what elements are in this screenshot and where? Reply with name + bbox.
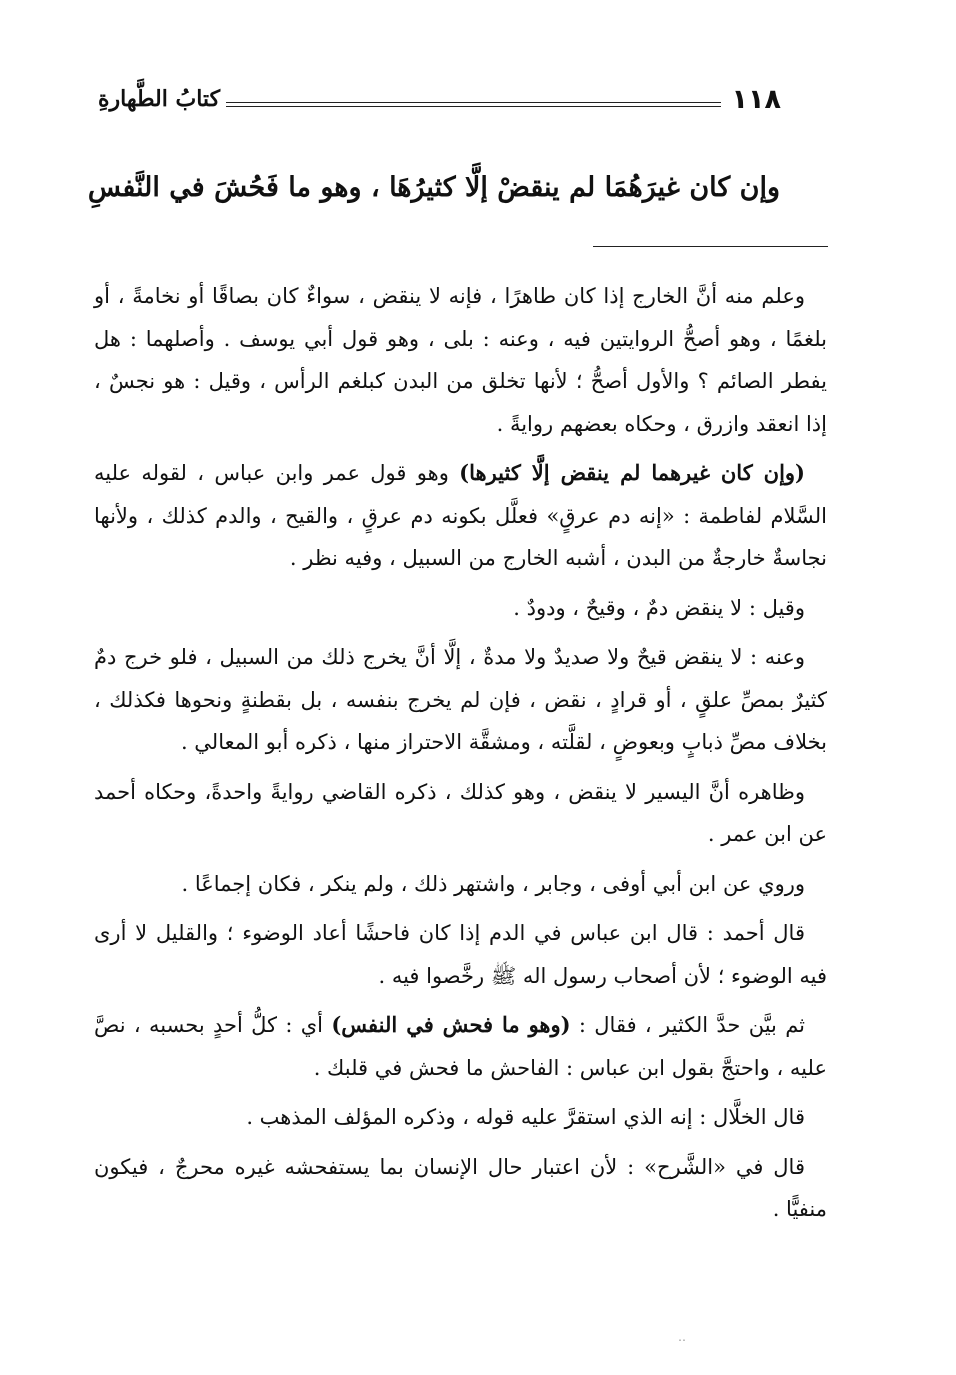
- paragraph: [94, 912, 827, 997]
- paragraph-text: وهو قول عمر وابن عباس ، لقوله عليه السَّلام لفاطمة : «إنه دم عرقٍ» فعلَّل بكونه دم عرقٍ ، والقيح ، والدم كذلك ، ولأنها نجاسةٌ خارجةٌ من البدن ، أشبه الخارج من السبيل ، وفيه نظر .: [94, 461, 827, 570]
- header-divider: [226, 102, 721, 103]
- paragraph: [94, 452, 827, 580]
- commentary-body: [94, 275, 827, 1238]
- paragraph: [94, 636, 827, 764]
- title-separator: [593, 246, 828, 247]
- book-title: كتابُ الطَّهارةِ: [98, 86, 221, 112]
- matn-quote: (وهو ما فحش في النفس): [331, 1012, 571, 1037]
- paragraph-text: وعنه : لا ينقض قيحٌ ولا صديدٌ ولا مدةٌ ، إلَّا أنَّ يخرج ذلك من السبيل ، فلو خرج دمٌ كثيرٌ بمصِّ علقٍ ، أو قرادٍ ، نقض ، فإن لم يخرج بنفسه ، بل بقطنةٍ ونحوها فكذلك ، بخلاف مصِّ ذبابٍ وبعوضٍ ، لقلَّته ، ومشقَّة الاحتراز منها ، ذكره أبو المعالي .: [94, 645, 827, 754]
- paragraph: [94, 863, 827, 906]
- page-header: [98, 84, 781, 124]
- paragraph-text: وروي عن ابن أبي أوفى ، وجابر ، واشتهر ذلك ، ولم ينكر ، فكان إجماعًا .: [181, 871, 805, 896]
- paragraph-text: وعلم منه أنَّ الخارج إذا كان طاهرًا ، فإنه لا ينقض ، سواءٌ كان بصاقًا أو نخامةً ، أو بلغمًا ، وهو أصحُّ الروايتين فيه ، وعنه : بلى ، وهو قول أبي يوسف . وأصلهما : هل يفطر الصائم ؟ والأول أصحُّ ؛ لأنها تخلق من البدن كبلغم الرأس ، وقيل : هو نجسٌ ، إذا انعقد وازرق ، وحكاه بعضهم روايةً .: [94, 284, 827, 436]
- paragraph: [94, 1004, 827, 1089]
- paragraph-text: وقيل : لا ينقض دمٌ ، وقيحٌ ، ودودٌ .: [513, 595, 805, 620]
- paragraph: [94, 771, 827, 856]
- paragraph-text: ثم بيَّن حدَّ الكثير ، فقال :: [570, 1013, 806, 1037]
- paragraph-text: قال في «الشَّرح» : لأن اعتبار حال الإنسان بما يستفحشه غيره محرجٌ ، فيكون منفيًّا .: [94, 1154, 827, 1221]
- paragraph: [94, 1096, 827, 1139]
- matn-quote: (وإن كان غيرهما لم ينقض إلَّا كثيرها): [459, 460, 805, 485]
- paragraph-text: وظاهره أنَّ اليسير لا ينقض ، وهو كذلك ، ذكره القاضي روايةً واحدةً، وحكاه أحمد عن ابن عمر .: [94, 779, 827, 846]
- paragraph: [94, 587, 827, 630]
- header-divider-lower: [226, 106, 721, 107]
- paragraph-text: قال الخلَّال : إنه الذي استقرَّ عليه قوله ، وذكره المؤلف المذهب .: [246, 1105, 805, 1129]
- paragraph-text: أي : كلُّ أحدٍ بحسبه ، نصَّ عليه ، واحتجَّ بقول ابن عباس : الفاحش ما فحش في قلبك .: [94, 1013, 827, 1080]
- page-number: ١١٨: [731, 84, 781, 115]
- paragraph: [94, 275, 827, 445]
- paragraph: [94, 1146, 827, 1231]
- section-title: وإن كان غيرَهُمَا لم ينقضْ إلَّا كثيرُهَا ، وهو ما فَحُشَ في النَّفسِ: [87, 172, 780, 203]
- footer-mark: ‥: [678, 1330, 687, 1344]
- paragraph-text: قال أحمد : قال ابن عباس في الدم إذا كان فاحشًا أعاد الوضوء ؛ والقليل لا أرى فيه الوضوء ؛ لأن أصحاب رسول اله ﷺ رخَّصوا فيه .: [94, 921, 827, 988]
